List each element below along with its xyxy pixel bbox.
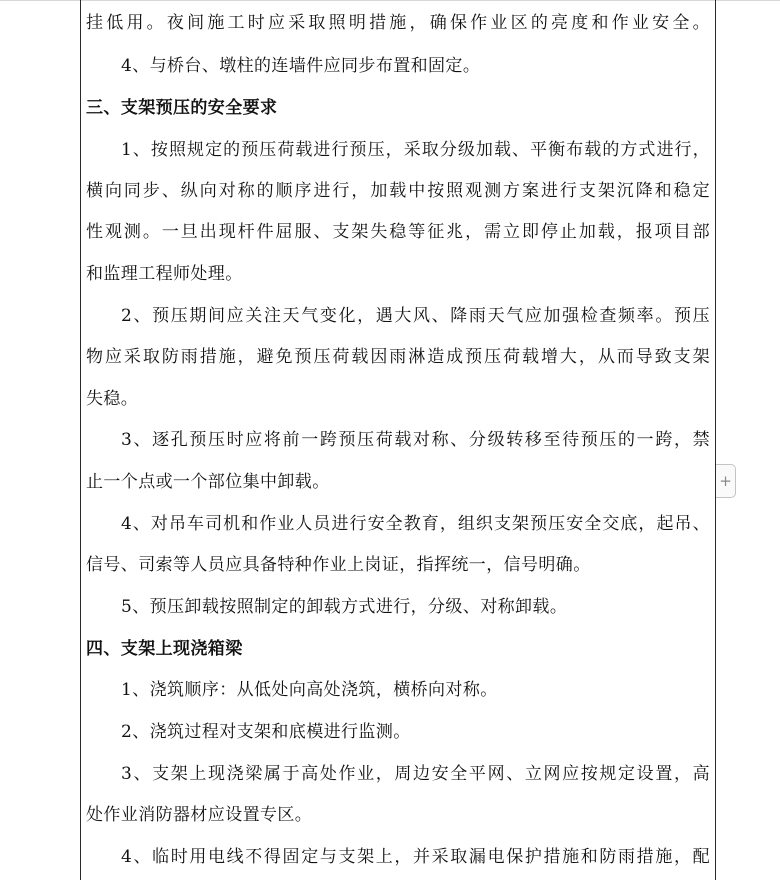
paragraph-line: 1、浇筑顺序：从低处向高处浇筑，横桥向对称。	[121, 680, 498, 700]
paragraph-line: 信号、司索等人员应具备特种作业上岗证，指挥统一，信号明确。	[86, 555, 591, 575]
paragraph-line: 和监理工程师处理。	[86, 264, 243, 284]
section-heading: 三、支架预压的安全要求	[86, 98, 278, 118]
paragraph-line: 2、预压期间应关注天气变化，遇大风、降雨天气应加强检查频率。预压	[121, 306, 710, 326]
paragraph-line: 3、支架上现浇梁属于高处作业，周边安全平网、立网应按规定设置，高	[121, 764, 710, 784]
paragraph-line: 物应采取防雨措施，避免预压荷载因雨淋造成预压荷载增大，从而导致支架	[86, 347, 710, 367]
paragraph-line: 横向同步、纵向对称的顺序进行，加载中按照观测方案进行支架沉降和稳定	[86, 181, 710, 201]
paragraph-line: 3、逐孔预压时应将前一跨预压荷载对称、分级转移至待预压的一跨，禁	[121, 430, 710, 450]
paragraph-line: 处作业消防器材应设置专区。	[86, 805, 313, 825]
paragraph-line: 1、按照规定的预压荷载进行预压，采取分级加载、平衡布载的方式进行，	[121, 140, 710, 160]
paragraph-line: 挂低用。夜间施工时应采取照明措施，确保作业区的亮度和作业安全。	[86, 13, 710, 33]
paragraph-line: 5、预压卸载按照制定的卸载方式进行，分级、对称卸载。	[121, 597, 568, 617]
paragraph-line: 止一个点或一个部位集中卸载。	[86, 472, 330, 492]
paragraph-line: 4、临时用电线不得固定与支架上，并采取漏电保护措施和防雨措施，配	[121, 847, 710, 867]
expand-plus-icon[interactable]: +	[716, 464, 736, 498]
paragraph-line: 失稳。	[86, 389, 139, 409]
section-heading: 四、支架上现浇箱梁	[86, 639, 243, 659]
paragraph-line: 性观测。一旦出现杆件屈服、支架失稳等征兆，需立即停止加载，报项目部	[86, 222, 710, 242]
paragraph-line: 4、对吊车司机和作业人员进行安全教育，组织支架预压安全交底，起吊、	[121, 514, 710, 534]
paragraph-line: 2、浇筑过程对支架和底模进行监测。	[121, 722, 411, 742]
paragraph-line: 4、与桥台、墩柱的连墙件应同步布置和固定。	[121, 56, 481, 76]
